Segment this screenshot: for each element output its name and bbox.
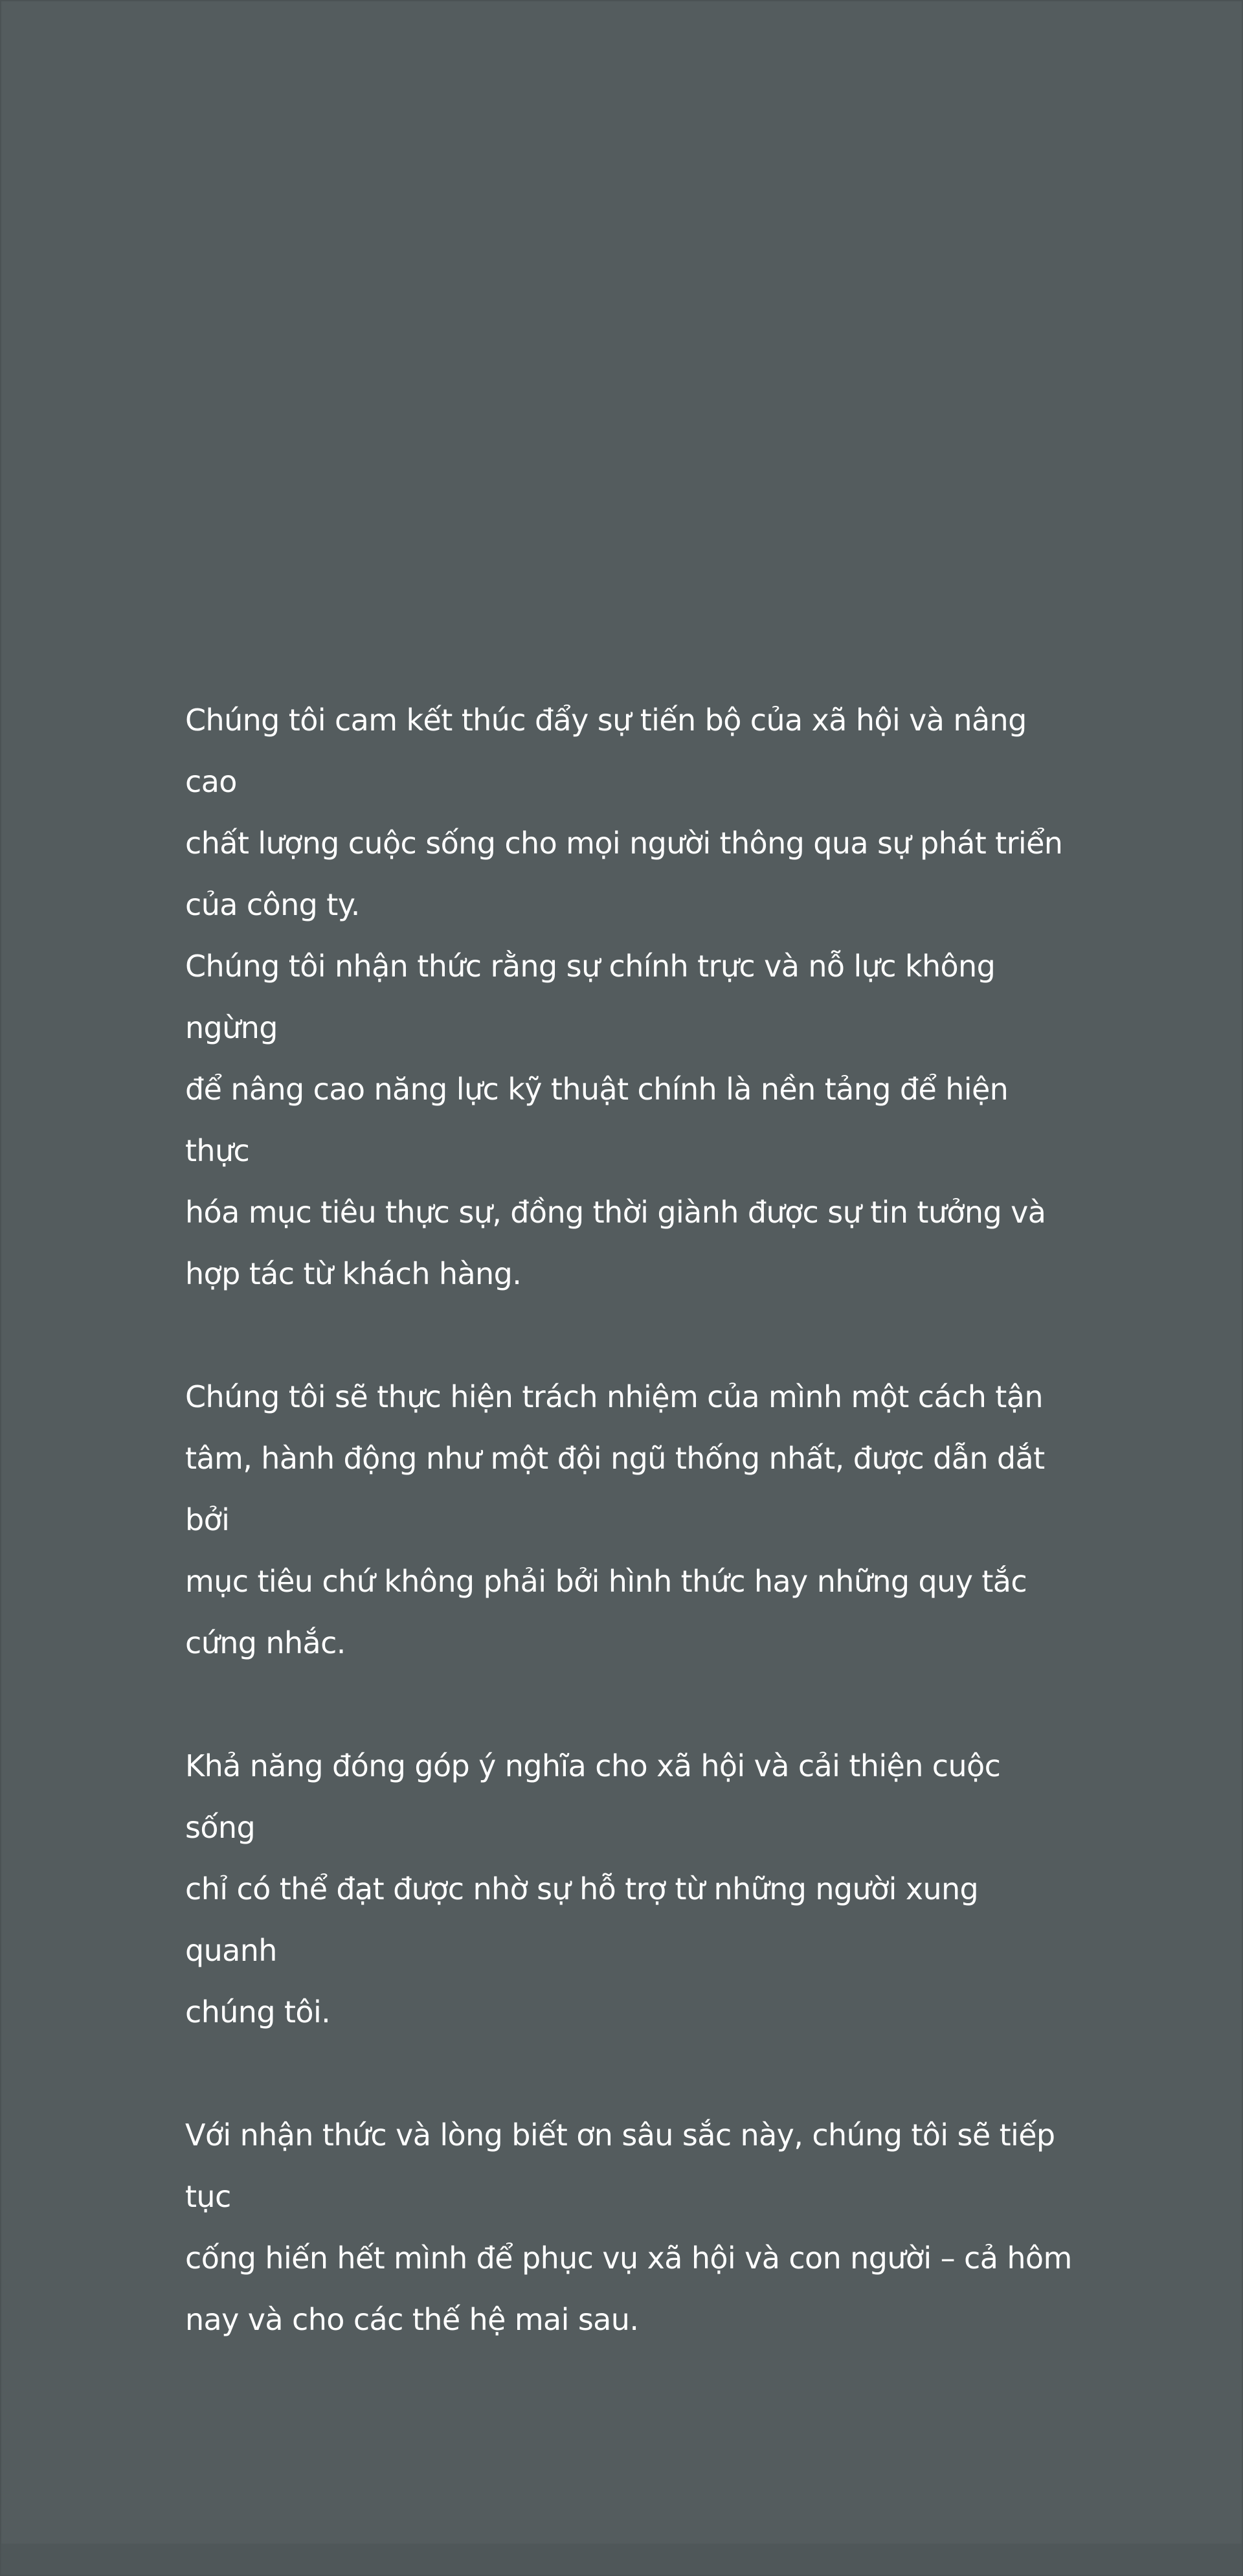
commitment-paragraph-1: Chúng tôi cam kết thúc đẩy sự tiến bộ của xã hội và nâng cao chất lượng cuộc sống cho mọi người thông qua sự phát triển của công ty. Chúng tôi nhận thức rằng sự chính trực và nỗ lực không ngừng để nâng cao năng lực kỹ thuật chính là nền tảng để hiện thực hóa mục tiêu thực sự, đồng thời giành được sự tin tưởng và hợp tác từ khách hàng. bbox=[185, 703, 1063, 1291]
commitment-paragraph-3: Khả năng đóng góp ý nghĩa cho xã hội và cải thiện cuộc sống chỉ có thể đạt được nhờ sự hỗ trợ từ những người xung quanh chúng tôi. bbox=[185, 1748, 1001, 2029]
bottom-band bbox=[1, 2544, 1242, 2575]
commitment-text-block bbox=[185, 690, 1079, 2351]
commitment-paragraph-2: Chúng tôi sẽ thực hiện trách nhiệm của mình một cách tận tâm, hành động như một đội ngũ thống nhất, được dẫn dắt bởi mục tiêu chứ không phải bởi hình thức hay những quy tắc cứng nhắc. bbox=[185, 1379, 1045, 1660]
commitment-paragraph-4: Với nhận thức và lòng biết ơn sâu sắc này, chúng tôi sẽ tiếp tục cống hiến hết mình để phục vụ xã hội và con người – cả hôm nay và cho các thế hệ mai sau. bbox=[185, 2118, 1072, 2337]
